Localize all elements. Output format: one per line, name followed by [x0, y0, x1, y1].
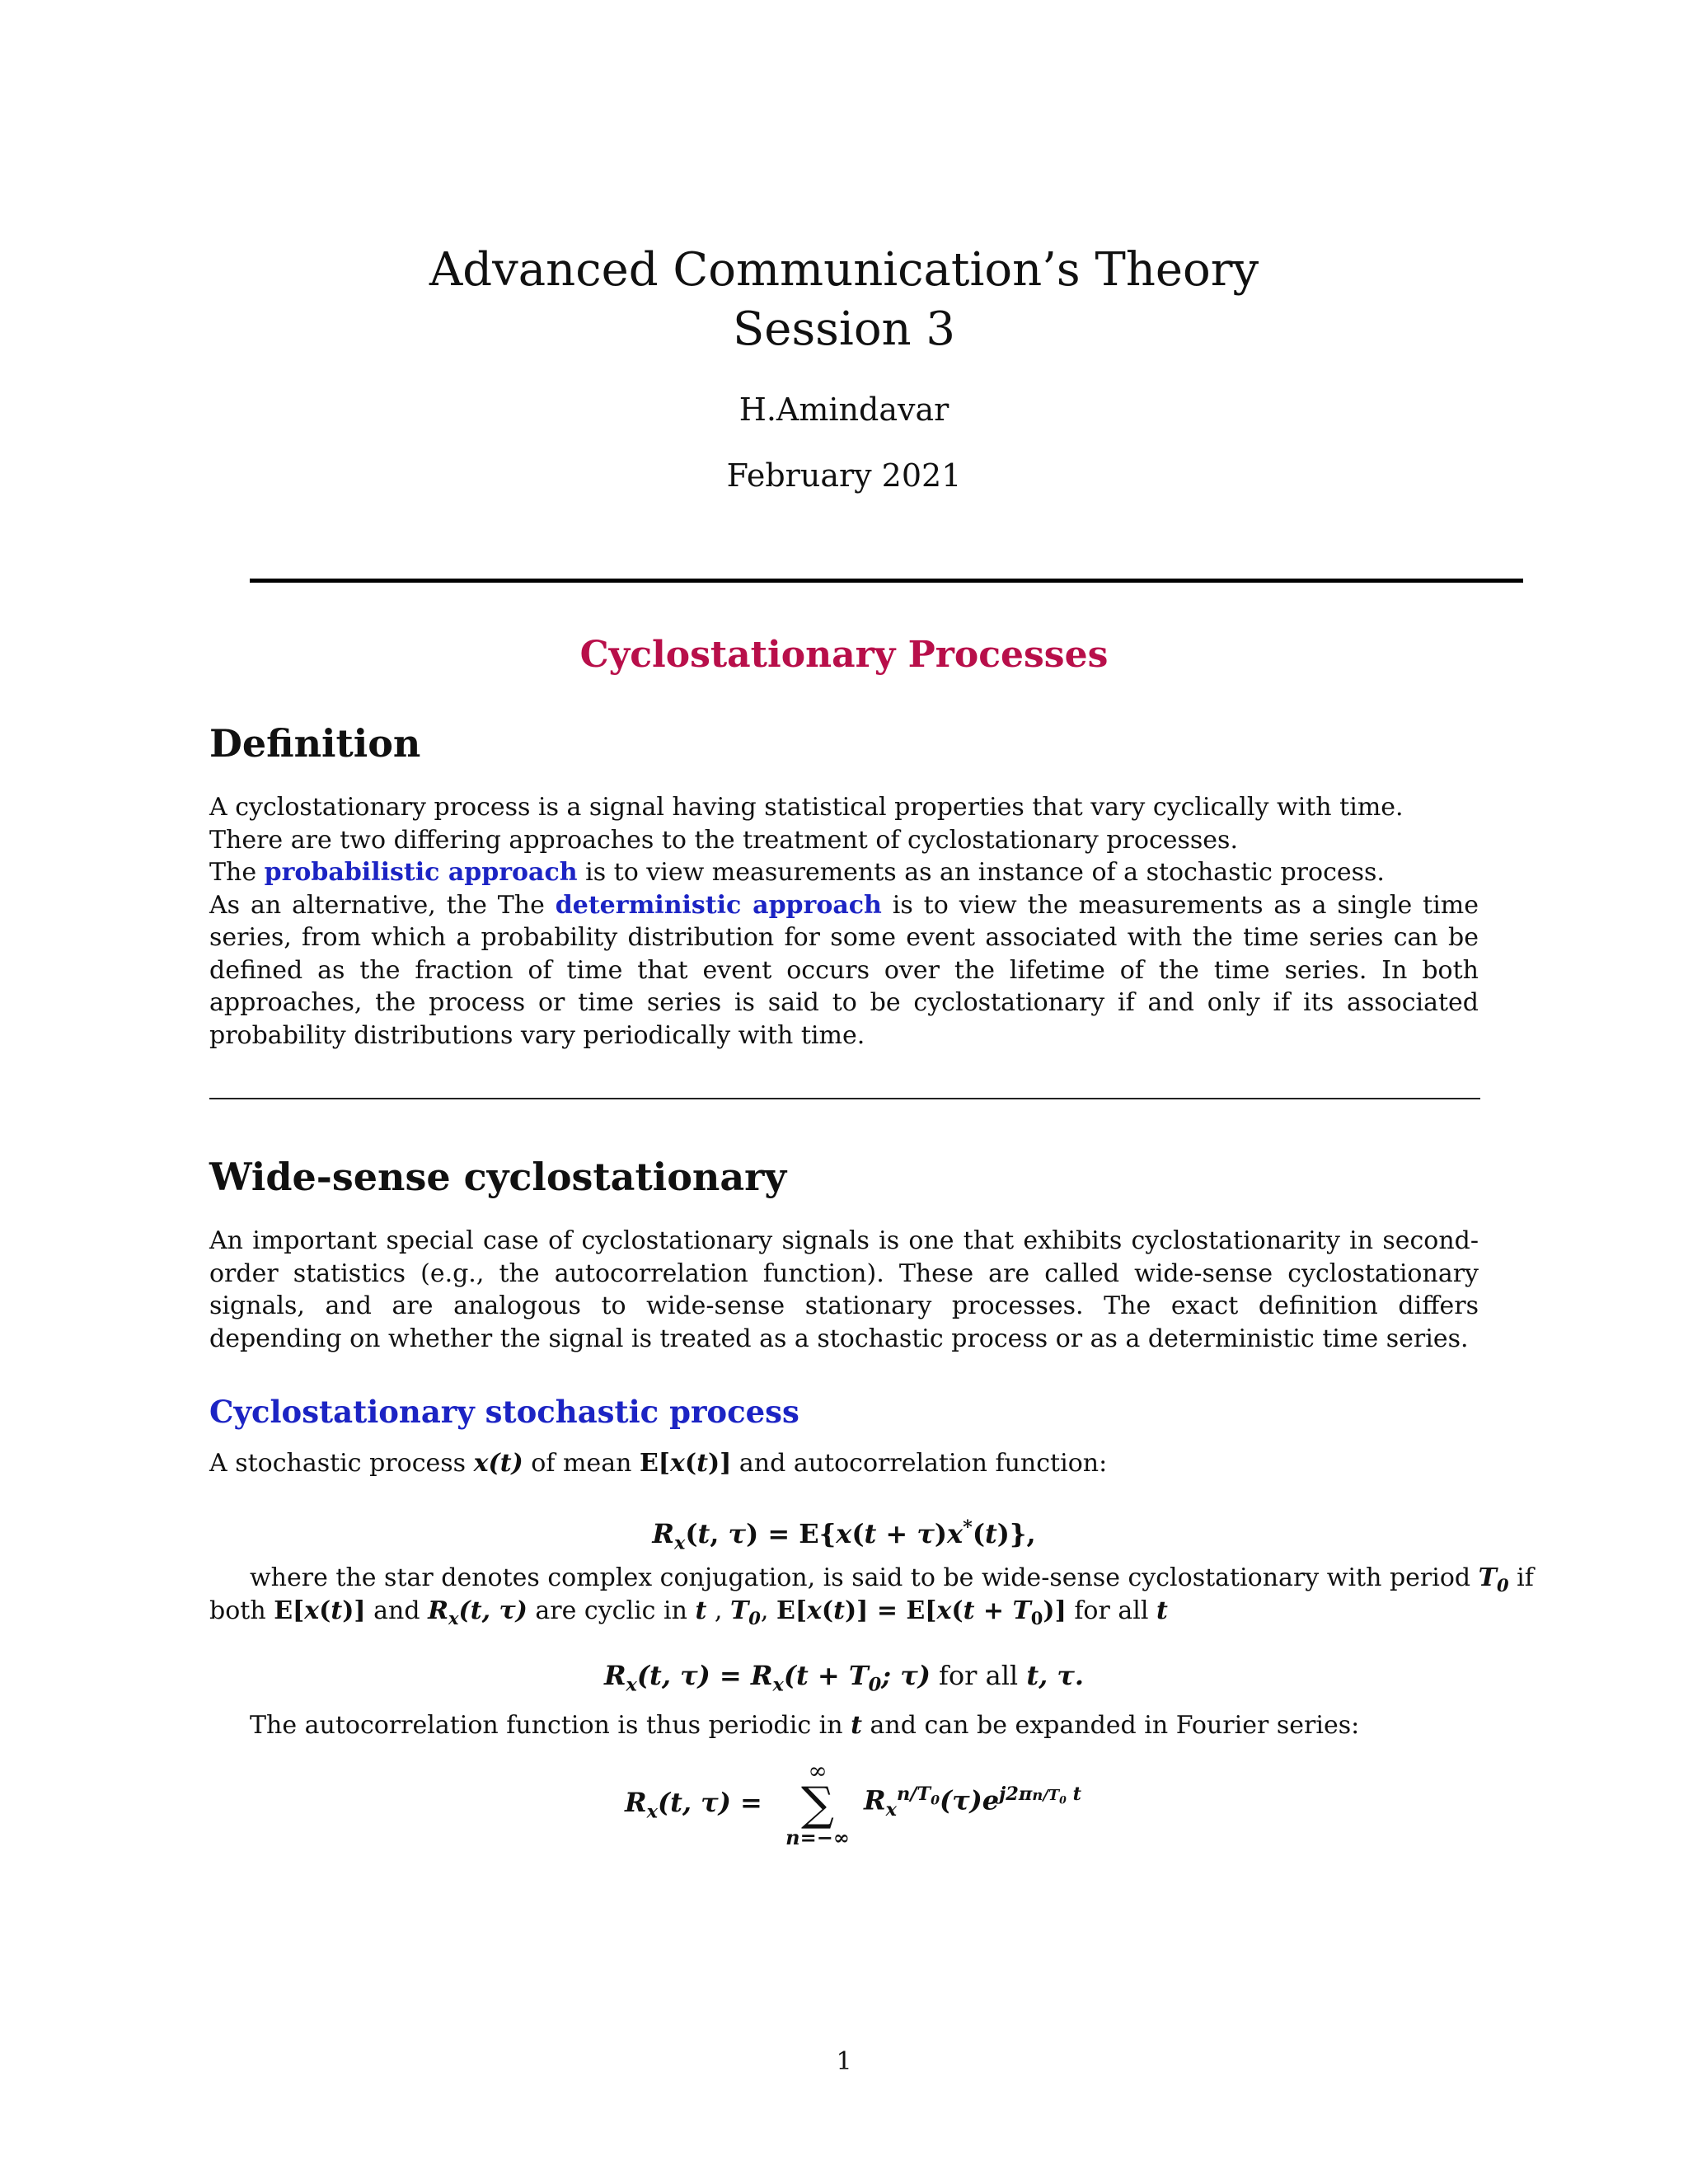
- cyclic-condition-line: [209, 1595, 1168, 1635]
- definition-heading: Definition: [209, 721, 421, 766]
- sum-upper-limit: ∞: [808, 1757, 828, 1784]
- math-expression: t, τ.: [1026, 1660, 1085, 1691]
- summation: [778, 1759, 857, 1849]
- definition-line-2: There are two differing approaches to the treatment of cyclostationary processes.: [209, 825, 1238, 855]
- periodic-autocorrelation-equation: [0, 1658, 1688, 1702]
- text-segment: for all: [930, 1660, 1027, 1691]
- title-rule: [250, 579, 1523, 583]
- fourier-series-equation: [625, 1759, 1086, 1849]
- document-title: [0, 241, 1688, 359]
- math-expression: $R_x(t$, τ) = E{x(t + τ)x*(t)},: [652, 1516, 1036, 1554]
- wide-sense-paragraph: An important special case of cyclostationary signals is one that exhibits cyclostationarity in second-order statistics (e.g., the autocorrelation function). These are called wide-sense cyclostationary signals, and are analogous to wide-sense stationary processes. The exact definition differs depending on whether the signal is treated as a stochastic process or as a deterministic time series.: [209, 1226, 1479, 1353]
- text-segment: of mean: [523, 1449, 640, 1478]
- math-Rx: $R_x(t$, τ): [428, 1596, 528, 1629]
- sigma-symbol: ∑: [801, 1778, 834, 1831]
- autocorrelation-equation: [0, 1510, 1688, 1560]
- text-segment: are cyclic in: [527, 1596, 696, 1625]
- sum-lower-limit: n=−∞: [785, 1825, 850, 1849]
- text-segment: where the star denotes complex conjugation, is said to be wide-sense cyclostationary with period: [250, 1563, 1479, 1592]
- text-segment: is to view measurements as an instance of a stochastic process.: [577, 858, 1385, 887]
- text-segment: and: [365, 1596, 429, 1625]
- math-rhs: $R_x^{n/T_0}(\tau)e^{j2\pi n/T_0 t}$: [864, 1783, 1081, 1821]
- text-segment: As an alternative, the The: [209, 890, 556, 920]
- math-expression: $R_x(t$, $\tau) = R_x(t + T_0$; τ): [603, 1660, 931, 1696]
- probabilistic-approach-link[interactable]: probabilistic approach: [264, 858, 578, 887]
- deterministic-approach-link[interactable]: deterministic approach: [555, 890, 882, 920]
- wide-sense-heading: Wide-sense cyclostationary: [209, 1155, 787, 1199]
- math-mean-periodic: $E[x(t)] = E[x(t + T_0)]$: [776, 1596, 1067, 1629]
- definition-paragraph: [209, 791, 1479, 1052]
- text-segment: The autocorrelation function is thus periodic in: [250, 1711, 851, 1740]
- math-t: t: [851, 1711, 862, 1740]
- math-mean: E[x(t)]: [639, 1449, 732, 1478]
- definition-line-4: [209, 889, 1479, 1052]
- math-lhs: $R_x(t$, τ) =: [625, 1787, 762, 1823]
- text-segment: and can be expanded in Fourier series:: [861, 1711, 1360, 1740]
- text-segment: and autocorrelation function:: [731, 1449, 1108, 1478]
- section-divider: [209, 1098, 1480, 1099]
- text-segment: is to view the measurements as a single time series, from which a probability distribution for some event associated with the time series can be defined as the fraction of time that event occurs over the lifetime of the time series. In both approaches, the process or time series is said to be cyclostationary if and only if its associated probability distributions vary periodically with time.: [209, 890, 1479, 1050]
- math-T0: $T_0$: [729, 1596, 761, 1629]
- math-t: t: [695, 1596, 707, 1625]
- section-title: Cyclostationary Processes: [579, 634, 1109, 676]
- math-T0: $T_0$: [1478, 1563, 1509, 1596]
- math-x-t: x(t): [473, 1449, 523, 1478]
- fourier-intro-line: [250, 1709, 1359, 1742]
- math-mean: E[x(t)]: [274, 1596, 366, 1625]
- page-number: 1: [836, 2047, 852, 2076]
- text-segment: for all: [1066, 1596, 1156, 1625]
- stochastic-intro: [209, 1447, 1107, 1480]
- text-segment: ,: [706, 1596, 730, 1625]
- text-segment: A stochastic process: [209, 1449, 474, 1478]
- definition-line-1: A cyclostationary process is a signal having statistical properties that vary cyclically with time.: [209, 793, 1404, 822]
- text-segment: The: [209, 858, 265, 887]
- text-segment: if: [1508, 1563, 1534, 1592]
- text-segment: ,: [760, 1596, 776, 1625]
- stochastic-process-heading: Cyclostationary stochastic process: [209, 1394, 799, 1430]
- math-t: t: [1156, 1596, 1168, 1625]
- text-segment: both: [209, 1596, 274, 1625]
- date: February 2021: [726, 457, 962, 494]
- title-line-2: Session 3: [732, 302, 956, 356]
- definition-line-3: [209, 856, 1479, 889]
- author: H.Amindavar: [738, 391, 950, 428]
- title-line-1: Advanced Communication’s Theory: [429, 243, 1259, 297]
